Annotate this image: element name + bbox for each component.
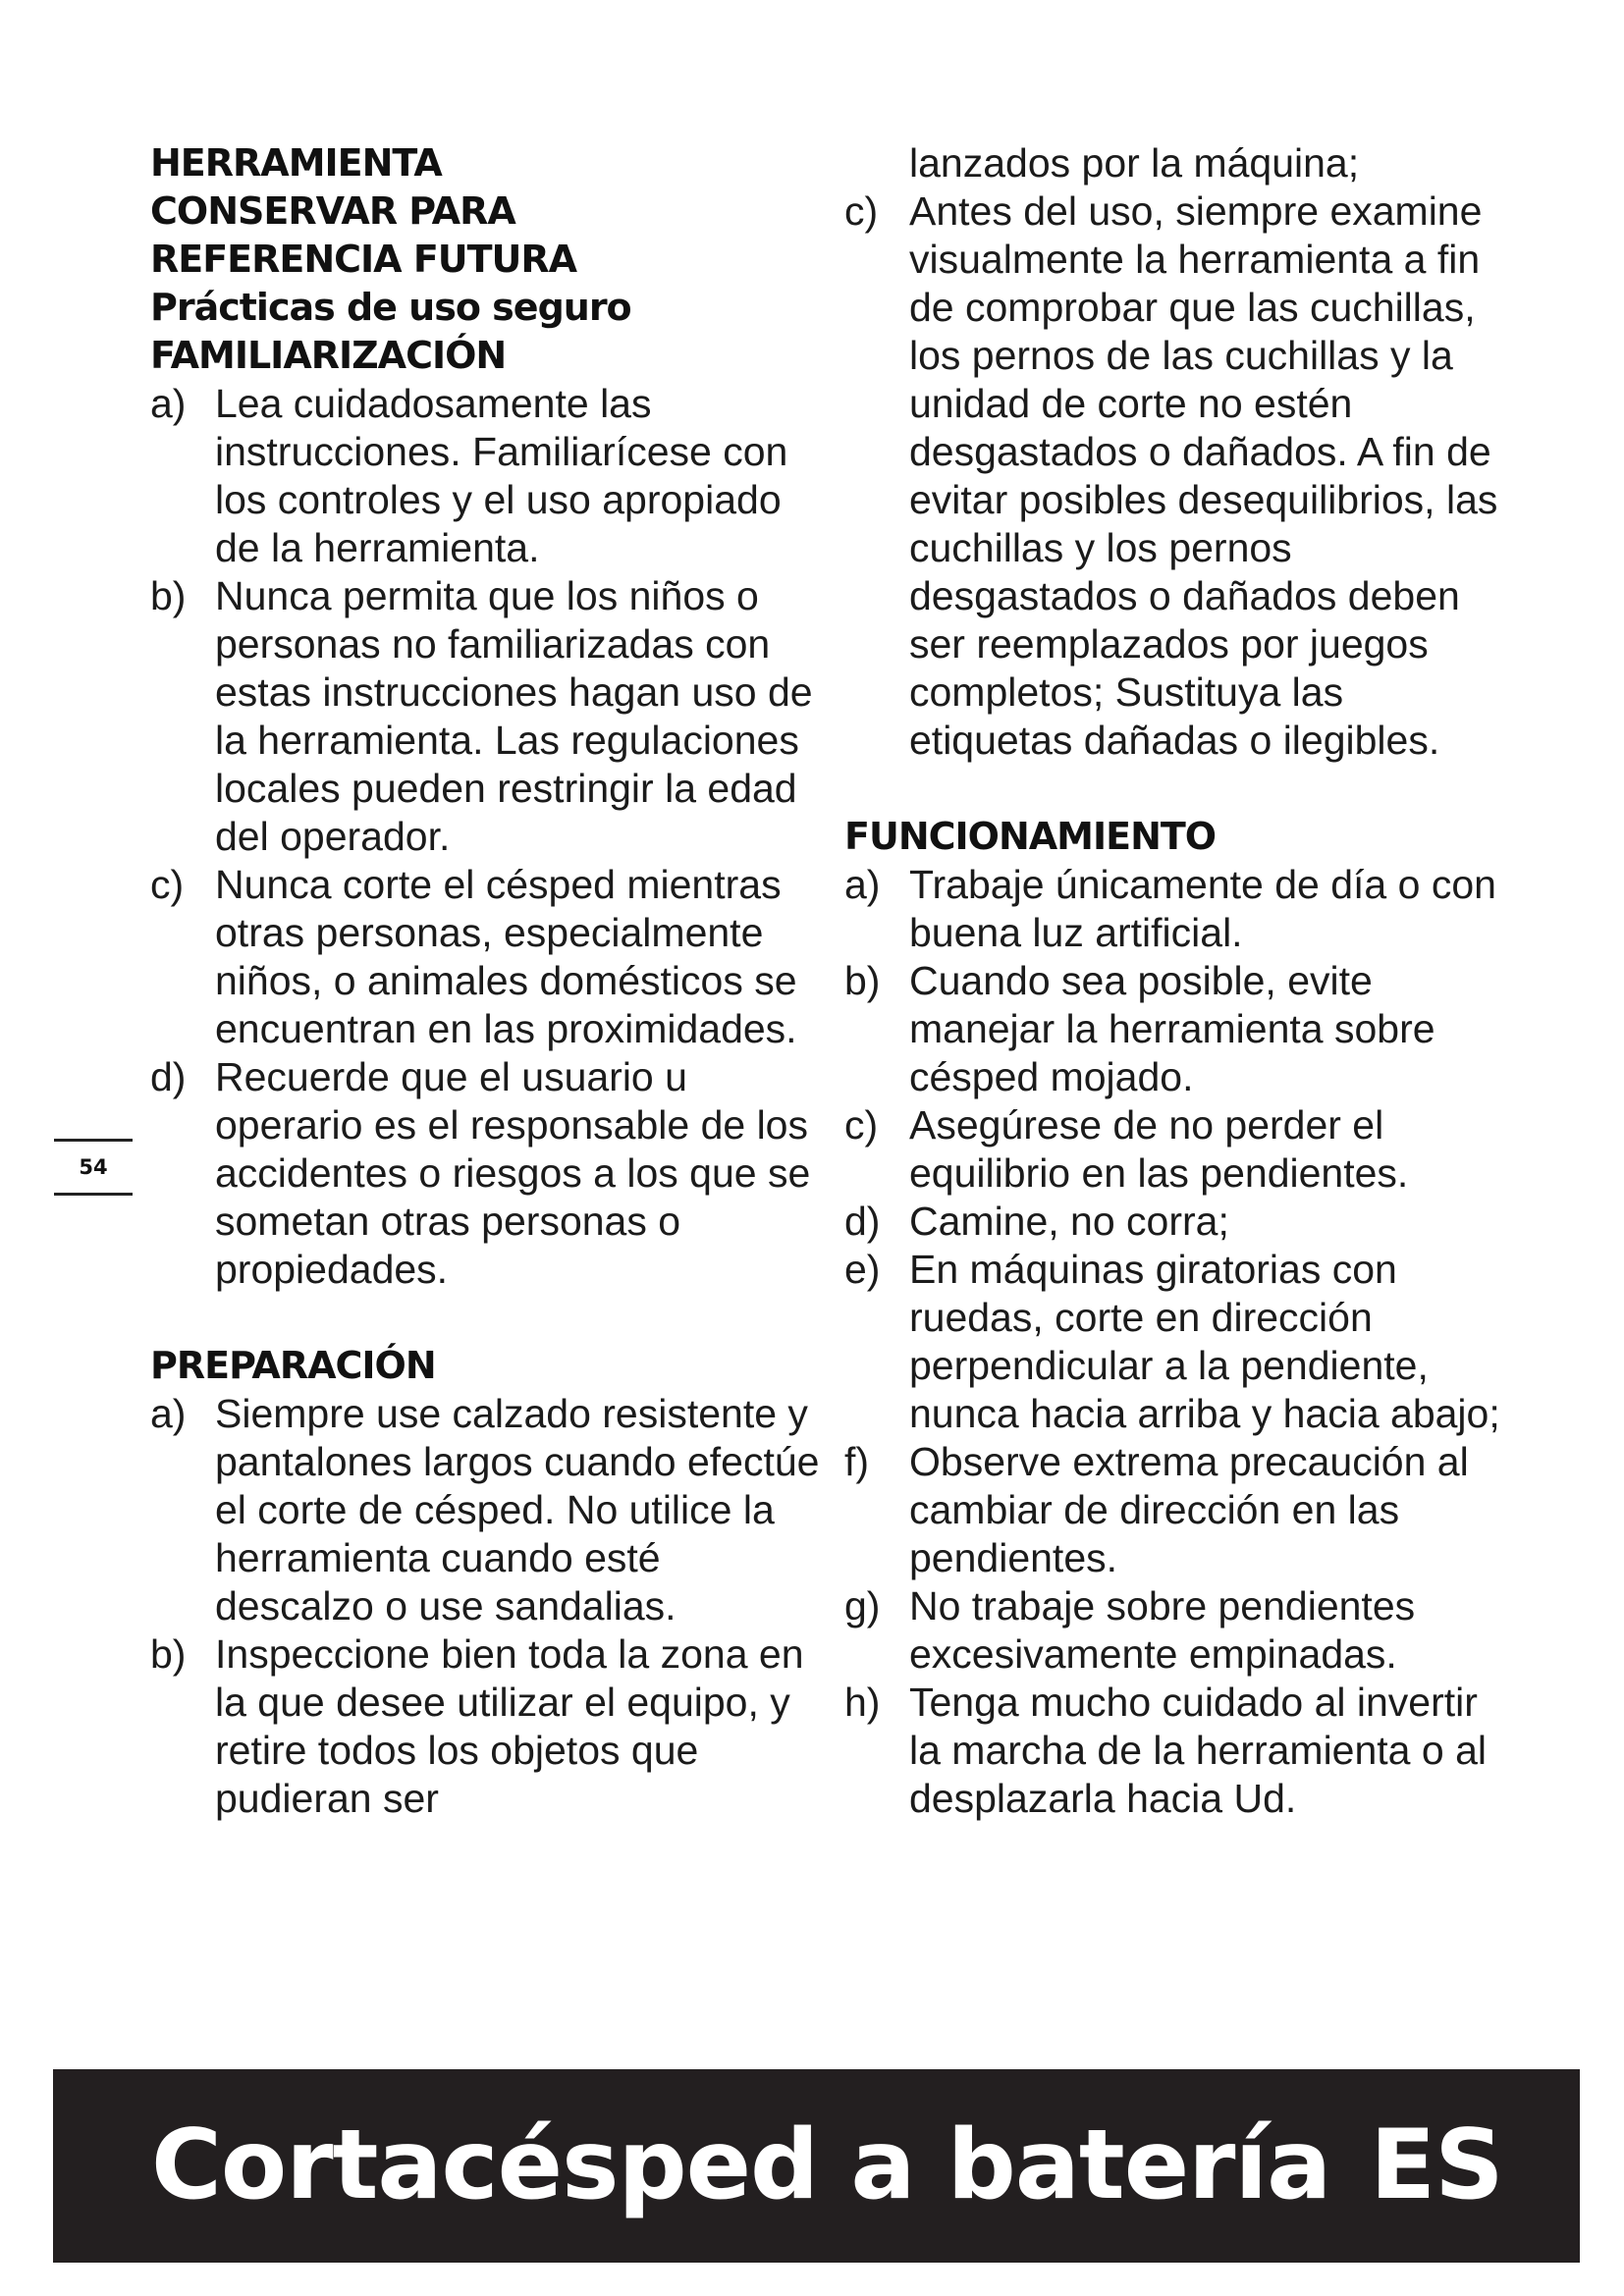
item-marker: b) <box>150 573 187 618</box>
footer-language-code: ES <box>1370 2109 1503 2221</box>
familiarizacion-list <box>150 380 828 1294</box>
preparacion-list <box>150 1390 828 1823</box>
item-text: Siempre use calzado resistente y pantalones largos cuando efectúe el corte de césped. No utilice la herramienta cuando esté descalzo o use sandalias. <box>215 1391 820 1629</box>
item-marker: g) <box>844 1583 881 1629</box>
heading-practicas: Prácticas de uso seguro <box>150 286 631 329</box>
list-item <box>844 187 1512 765</box>
item-marker: c) <box>844 188 879 234</box>
item-text: Observe extrema precaución al cambiar de dirección en las pendientes. <box>909 1439 1469 1580</box>
item-marker: c) <box>844 1102 879 1148</box>
item-marker: e) <box>844 1247 881 1292</box>
item-text: Nunca permita que los niños o personas no familiarizadas con estas instrucciones hagan uso de la herramienta. Las regulaciones locales pueden restringir la edad del operador. <box>215 573 813 859</box>
list-item <box>844 861 1512 957</box>
list-item <box>150 861 828 1053</box>
continued-text: lanzados por la máquina; <box>909 140 1360 186</box>
item-marker: a) <box>150 381 187 426</box>
item-marker: d) <box>150 1054 187 1099</box>
item-text: Camine, no corra; <box>909 1199 1229 1244</box>
item-text: Nunca corte el césped mientras otras personas, especialmente niños, o animales domésticos se encuentran en las proximidades. <box>215 862 797 1051</box>
right-column <box>844 139 1512 1823</box>
list-item <box>844 957 1512 1101</box>
page-number-rule-bottom <box>54 1193 133 1196</box>
item-text: En máquinas giratorias con ruedas, corte en dirección perpendicular a la pendiente, nunca hacia arriba y hacia abajo; <box>909 1247 1500 1436</box>
footer-title-line <box>151 2107 1503 2224</box>
list-item <box>150 1053 828 1294</box>
heading-referencia: REFERENCIA FUTURA <box>150 238 577 281</box>
list-item <box>844 1246 1512 1438</box>
item-marker: b) <box>844 958 881 1003</box>
list-item <box>844 1198 1512 1246</box>
list-item <box>844 1679 1512 1823</box>
preparacion-list-cont <box>844 187 1512 765</box>
item-marker: f) <box>844 1439 870 1484</box>
page-number-block <box>54 1139 133 1196</box>
item-text: Cuando sea posible, evite manejar la herramienta sobre césped mojado. <box>909 958 1435 1099</box>
item-marker: b) <box>150 1631 187 1677</box>
list-item <box>844 1582 1512 1679</box>
footer-banner <box>53 2069 1580 2263</box>
item-text: No trabaje sobre pendientes excesivamente empinadas. <box>909 1583 1416 1677</box>
footer-title: Cortacésped a batería <box>151 2109 1331 2221</box>
item-marker: a) <box>150 1391 187 1436</box>
list-item <box>150 1390 828 1630</box>
heading-familiarizacion: FAMILIARIZACIÓN <box>150 334 507 377</box>
item-marker: d) <box>844 1199 881 1244</box>
heading-conservar: CONSERVAR PARA <box>150 189 515 233</box>
item-marker: c) <box>150 862 185 907</box>
list-item <box>844 1438 1512 1582</box>
list-item <box>150 572 828 861</box>
left-column <box>150 139 828 1823</box>
heading-herramienta: HERRAMIENTA <box>150 141 442 185</box>
list-item <box>150 1630 828 1823</box>
funcionamiento-list <box>844 861 1512 1823</box>
item-marker: a) <box>844 862 881 907</box>
item-text: Asegúrese de no perder el equilibrio en las pendientes. <box>909 1102 1409 1196</box>
item-text: Antes del uso, siempre examine visualmente la herramienta a fin de comprobar que las cuchillas, los pernos de las cuchillas y la unidad de corte no estén desgastados o dañados. A fin de evitar posibles desequilibrios, las cuchillas y los pernos desgastados o dañados deben ser reemplazados por juegos completos; Sustituya las etiquetas dañadas o ilegibles. <box>909 188 1498 763</box>
item-text: Inspeccione bien toda la zona en la que desee utilizar el equipo, y retire todos los objetos que pudieran ser <box>215 1631 804 1821</box>
item-marker: h) <box>844 1680 881 1725</box>
item-text: Trabaje únicamente de día o con buena luz artificial. <box>909 862 1496 955</box>
heading-funcionamiento: FUNCIONAMIENTO <box>844 815 1217 858</box>
list-item <box>844 1101 1512 1198</box>
heading-preparacion: PREPARACIÓN <box>150 1344 436 1387</box>
page-number: 54 <box>79 1155 108 1179</box>
item-text: Recuerde que el usuario u operario es el responsable de los accidentes o riesgos a los que se sometan otras personas o propiedades. <box>215 1054 811 1292</box>
item-text: Lea cuidadosamente las instrucciones. Familiarícese con los controles y el uso apropiado de la herramienta. <box>215 381 788 570</box>
item-text: Tenga mucho cuidado al invertir la marcha de la herramienta o al desplazarla hacia Ud. <box>909 1680 1487 1821</box>
list-item <box>150 380 828 572</box>
